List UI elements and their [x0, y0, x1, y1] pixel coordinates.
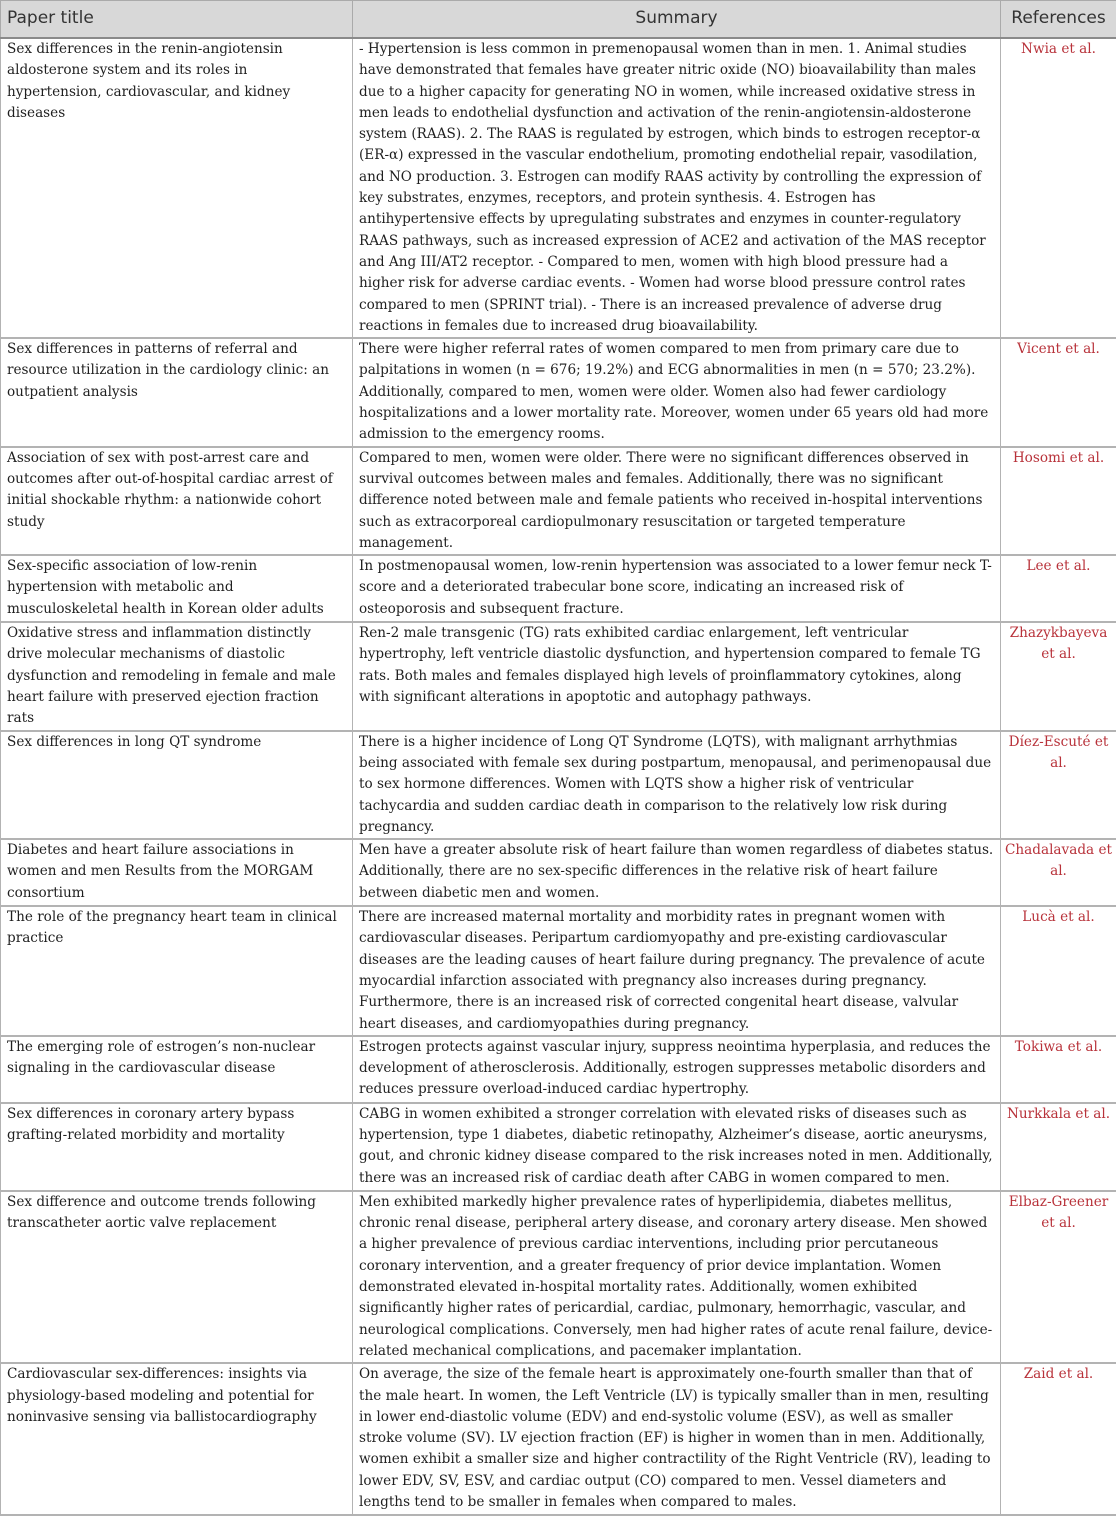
table-row	[1, 1363, 1116, 1515]
summary-cell: Men exhibited markedly higher prevalence rates of hyperlipidemia, diabetes mellitus, chronic renal disease, peripheral artery disease, and coronary artery disease. Men showed a higher prevalence of previous cardiac interventions, including prior percutaneous coronary intervention, and a greater frequency of prior device implantation. Women demonstrated elevated in-hospital mortality rates. Additionally, women exhibited significantly higher rates of pericardial, cardiac, pulmonary, hemorrhagic, vascular, and neurological complications. Conversely, men had higher rates of acute renal failure, device-related mechanical complications, and pacemaker implantation.	[353, 1191, 1001, 1363]
summary-cell: There is a higher incidence of Long QT Syndrome (LQTS), with malignant arrhythmias being associated with female sex during postpartum, menopausal, and perimenopausal due to sex hormone differences. Women with LQTS show a higher risk of ventricular tachycardia and sudden cardiac death in comparison to the relatively low risk during pregnancy.	[353, 731, 1001, 839]
paper-title-cell: Cardiovascular sex-differences: insights via physiology-based modeling and potential for noninvasive sensing via ballistocardiography	[1, 1363, 353, 1515]
table-row	[1, 731, 1116, 839]
summary-cell: Ren-2 male transgenic (TG) rats exhibited cardiac enlargement, left ventricular hypertrophy, left ventricle diastolic dysfunction, and hypertension compared to female TG rats. Both males and females displayed high levels of proinflammatory cytokines, along with significant alterations in apoptotic and autophagy pathways.	[353, 622, 1001, 730]
paper-title-cell: The emerging role of estrogen’s non-nuclear signaling in the cardiovascular disease	[1, 1036, 353, 1103]
reference-link[interactable]: Zhazykbayeva et al.	[1001, 622, 1116, 730]
table-row	[1, 338, 1116, 446]
table-row	[1, 1191, 1116, 1363]
paper-title-cell: Sex differences in long QT syndrome	[1, 731, 353, 839]
reference-link[interactable]: Nurkkala et al.	[1001, 1103, 1116, 1191]
table-row	[1, 38, 1116, 338]
paper-title-cell: Oxidative stress and inflammation distinctly drive molecular mechanisms of diastolic dysfunction and remodeling in female and male heart failure with preserved ejection fraction rats	[1, 622, 353, 730]
summary-cell: - Hypertension is less common in premenopausal women than in men. 1. Animal studies have demonstrated that females have greater nitric oxide (NO) bioavailability than males due to a higher capacity for generating NO in women, while increased oxidative stress in men leads to endothelial dysfunction and activation of the renin-angiotensin-aldosterone system (RAAS). 2. The RAAS is regulated by estrogen, which binds to estrogen receptor-α (ER-α) expressed in the vascular endothelium, promoting endothelial repair, vasodilation, and NO production. 3. Estrogen can modify RAAS activity by controlling the expression of key substrates, enzymes, receptors, and protein synthesis. 4. Estrogen has antihypertensive effects by upregulating substrates and enzymes in counter-regulatory RAAS pathways, such as increased expression of ACE2 and activation of the MAS receptor and Ang III/AT2 receptor. - Compared to men, women with high blood pressure had a higher risk for adverse cardiac events. - Women had worse blood pressure control rates compared to men (SPRINT trial). - There is an increased prevalence of adverse drug reactions in females due to increased drug bioavailability.	[353, 38, 1001, 338]
paper-title-cell: Diabetes and heart failure associations in women and men Results from the MORGAM consortium	[1, 839, 353, 906]
paper-title-cell: Sex differences in patterns of referral and resource utilization in the cardiology clinic: an outpatient analysis	[1, 338, 353, 446]
summary-cell: There are increased maternal mortality and morbidity rates in pregnant women with cardiovascular diseases. Peripartum cardiomyopathy and pre-existing cardiovascular diseases are the leading causes of heart failure during pregnancy. The prevalence of acute myocardial infarction associated with pregnancy also increases during pregnancy. Furthermore, there is an increased risk of corrected congenital heart disease, valvular heart diseases, and cardiomyopathies during pregnancy.	[353, 906, 1001, 1036]
table-row	[1, 447, 1116, 555]
column-header-references: References	[1001, 1, 1116, 39]
paper-title-cell: Sex-specific association of low-renin hypertension with metabolic and musculoskeletal health in Korean older adults	[1, 555, 353, 622]
summary-cell: Men have a greater absolute risk of heart failure than women regardless of diabetes status. Additionally, there are no sex-specific differences in the relative risk of heart failure between diabetic men and women.	[353, 839, 1001, 906]
reference-link[interactable]: Díez-Escuté et al.	[1001, 731, 1116, 839]
column-header-summary: Summary	[353, 1, 1001, 39]
reference-link[interactable]: Hosomi et al.	[1001, 447, 1116, 555]
reference-link[interactable]: Elbaz-Greener et al.	[1001, 1191, 1116, 1363]
table-row	[1, 906, 1116, 1036]
table-row	[1, 1036, 1116, 1103]
reference-link[interactable]: Lucà et al.	[1001, 906, 1116, 1036]
reference-link[interactable]: Zaid et al.	[1001, 1363, 1116, 1515]
table-row	[1, 555, 1116, 622]
table-row	[1, 622, 1116, 730]
table-row	[1, 839, 1116, 906]
paper-title-cell: Sex differences in coronary artery bypass grafting-related morbidity and mortality	[1, 1103, 353, 1191]
paper-title-cell: The role of the pregnancy heart team in clinical practice	[1, 906, 353, 1036]
paper-title-cell: Sex difference and outcome trends following transcatheter aortic valve replacement	[1, 1191, 353, 1363]
column-header-paper-title: Paper title	[1, 1, 353, 39]
reference-link[interactable]: Lee et al.	[1001, 555, 1116, 622]
reference-link[interactable]: Chadalavada et al.	[1001, 839, 1116, 906]
table-row	[1, 1103, 1116, 1191]
summary-cell: Compared to men, women were older. There were no significant differences observed in survival outcomes between males and females. Additionally, there was no significant difference noted between male and female patients who received in-hospital interventions such as extracorporeal cardiopulmonary resuscitation or targeted temperature management.	[353, 447, 1001, 555]
paper-title-cell: Association of sex with post-arrest care and outcomes after out-of-hospital cardiac arrest of initial shockable rhythm: a nationwide cohort study	[1, 447, 353, 555]
reference-link[interactable]: Nwia et al.	[1001, 38, 1116, 338]
summary-cell: There were higher referral rates of women compared to men from primary care due to palpitations in women (n = 676; 19.2%) and ECG abnormalities in men (n = 570; 23.2%). Additionally, compared to men, women were older. Women also had fewer cardiology hospitalizations and a lower mortality rate. Moreover, women under 65 years old had more admission to the emergency rooms.	[353, 338, 1001, 446]
summary-cell: In postmenopausal women, low-renin hypertension was associated to a lower femur neck T-score and a deteriorated trabecular bone score, indicating an increased risk of osteoporosis and subsequent fracture.	[353, 555, 1001, 622]
summary-cell: CABG in women exhibited a stronger correlation with elevated risks of diseases such as hypertension, type 1 diabetes, diabetic retinopathy, Alzheimer’s disease, aortic aneurysms, gout, and chronic kidney disease compared to the risk increases noted in men. Additionally, there was an increased risk of cardiac death after CABG in women compared to men.	[353, 1103, 1001, 1191]
header-row	[1, 1, 1116, 39]
summary-cell: On average, the size of the female heart is approximately one-fourth smaller than that of the male heart. In women, the Left Ventricle (LV) is typically smaller than in men, resulting in lower end-diastolic volume (EDV) and end-systolic volume (ESV), as well as smaller stroke volume (SV). LV ejection fraction (EF) is higher in women than in men. Additionally, women exhibit a smaller size and higher contractility of the Right Ventricle (RV), leading to lower EDV, SV, ESV, and cardiac output (CO) compared to men. Vessel diameters and lengths tend to be smaller in females when compared to males.	[353, 1363, 1001, 1515]
reference-link[interactable]: Tokiwa et al.	[1001, 1036, 1116, 1103]
summary-cell: Estrogen protects against vascular injury, suppress neointima hyperplasia, and reduces the development of atherosclerosis. Additionally, estrogen suppresses metabolic disorders and reduces pressure overload-induced cardiac hypertrophy.	[353, 1036, 1001, 1103]
reference-link[interactable]: Vicent et al.	[1001, 338, 1116, 446]
paper-title-cell: Sex differences in the renin-angiotensin aldosterone system and its roles in hypertension, cardiovascular, and kidney diseases	[1, 38, 353, 338]
